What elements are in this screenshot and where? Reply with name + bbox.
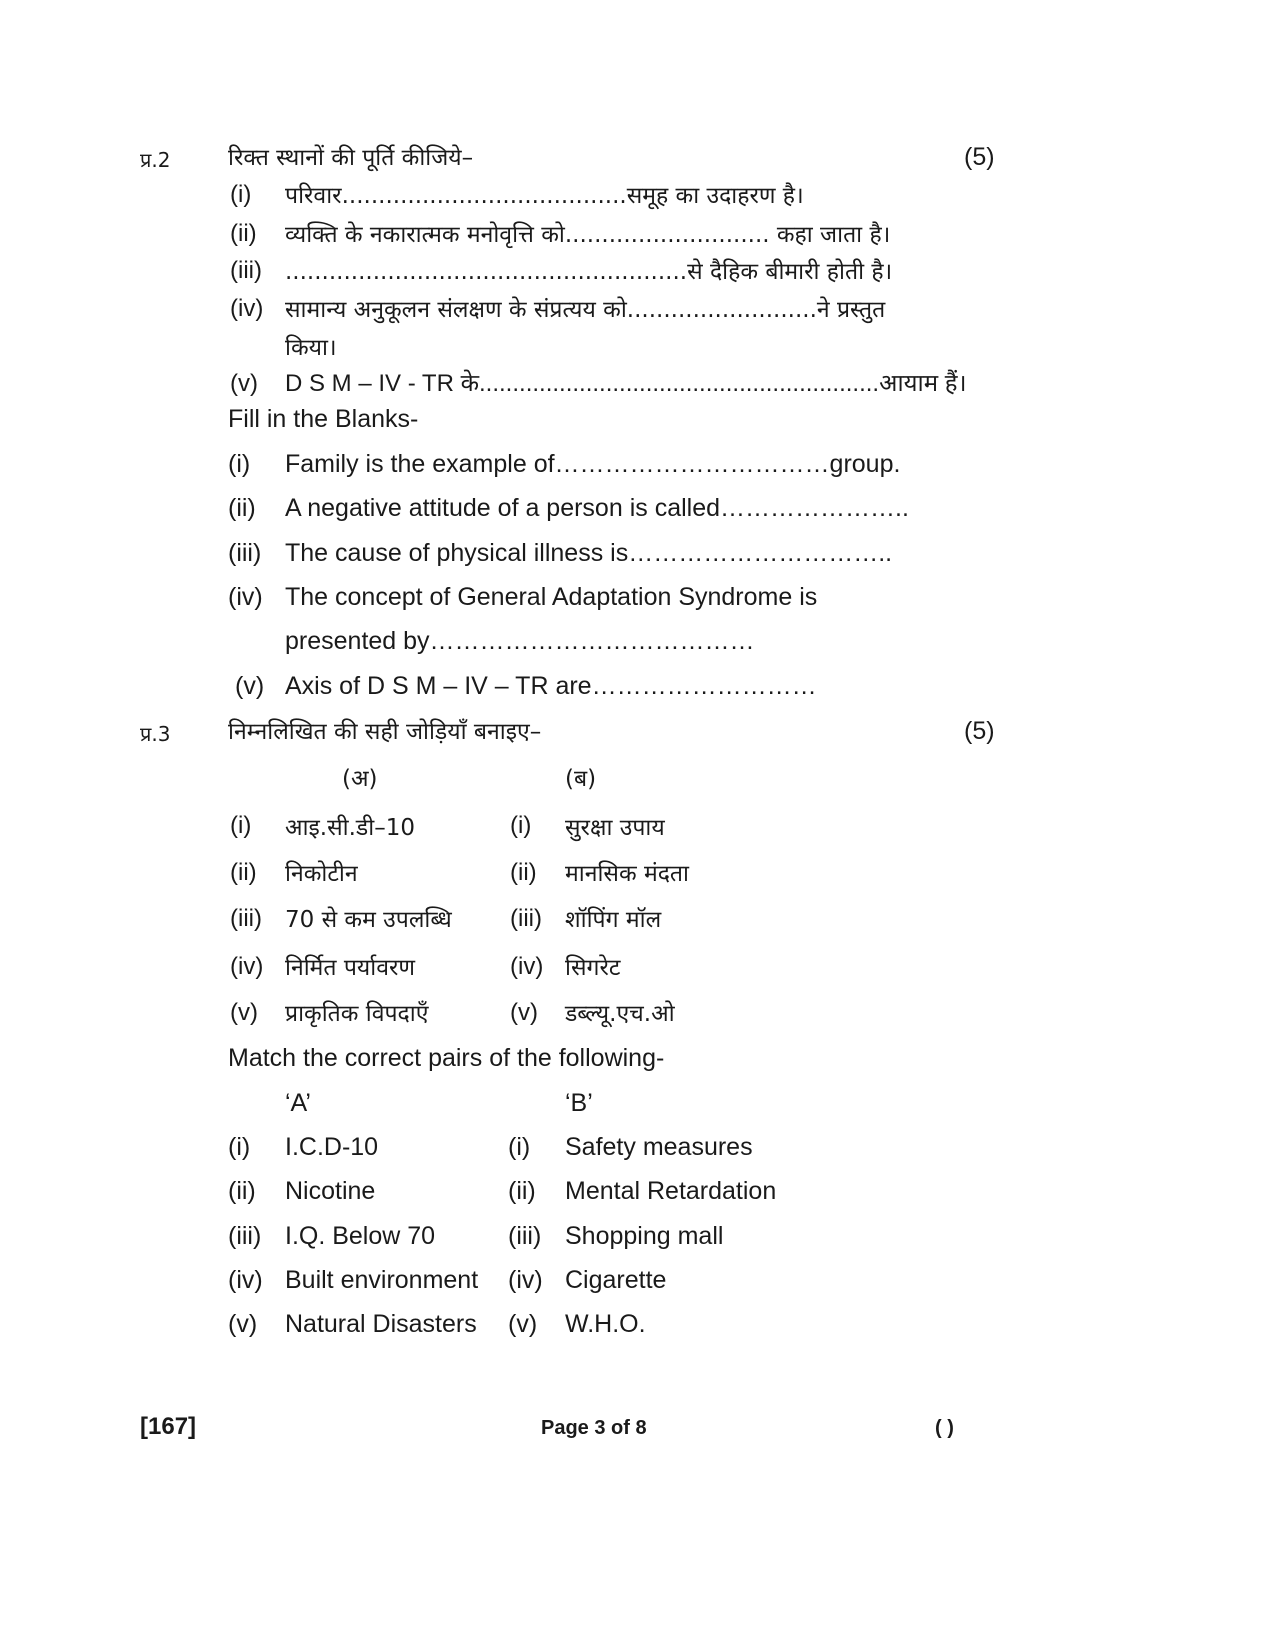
pair-b-text: सिगरेट bbox=[565, 955, 621, 981]
q3-title-english: Match the correct pairs of the following- bbox=[228, 1044, 665, 1072]
q2-hi-item-text: व्यक्ति के नकारात्मक मनोवृत्ति को............................ कहा जाता है। bbox=[285, 222, 891, 248]
q2-hi-item-text: सामान्य अनुकूलन संलक्षण के संप्रत्यय को..........................ने प्रस्तुत bbox=[285, 297, 886, 323]
q3-column-a-english: ‘A’ bbox=[285, 1089, 311, 1117]
pair-a-text: Natural Disasters bbox=[285, 1310, 477, 1338]
q3-column-b-hindi: (ब) bbox=[565, 766, 597, 792]
pair-a-number: (v) bbox=[228, 1310, 258, 1338]
pair-b-number: (ii) bbox=[508, 1177, 536, 1205]
pair-b-number: (ii) bbox=[510, 859, 537, 886]
paper-code: [167] bbox=[140, 1413, 197, 1440]
pair-a-text: प्राकृतिक विपदाएँ bbox=[285, 1001, 429, 1027]
q3-title-hindi: निम्नलिखित की सही जोड़ियाँ बनाइए– bbox=[228, 719, 542, 745]
pair-a-text: निर्मित पर्यावरण bbox=[285, 955, 416, 981]
pair-a-number: (iv) bbox=[230, 953, 264, 980]
q2-title-english: Fill in the Blanks- bbox=[228, 405, 419, 433]
q2-en-item-text: The concept of General Adaptation Syndrome is bbox=[285, 583, 818, 611]
pair-b-number: (i) bbox=[510, 812, 532, 839]
q2-hi-item-number: (iv) bbox=[230, 295, 264, 322]
pair-b-number: (v) bbox=[510, 999, 538, 1026]
pair-b-number: (iv) bbox=[508, 1266, 543, 1294]
q2-en-item-number: (ii) bbox=[228, 494, 256, 522]
q3-column-a-hindi: (अ) bbox=[342, 766, 378, 792]
pair-a-number: (v) bbox=[230, 999, 258, 1026]
pair-b-text: W.H.O. bbox=[565, 1310, 646, 1338]
pair-a-number: (ii) bbox=[230, 859, 257, 886]
page-number: Page 3 of 8 bbox=[541, 1417, 647, 1439]
pair-b-text: Safety measures bbox=[565, 1133, 753, 1161]
pair-b-text: डब्ल्यू.एच.ओ bbox=[565, 1001, 675, 1027]
pair-b-number: (iii) bbox=[508, 1222, 542, 1250]
q2-en-item-text: The cause of physical illness is………………………….. bbox=[285, 539, 893, 567]
q2-title-hindi: रिक्त स्थानों की पूर्ति कीजिये– bbox=[228, 145, 474, 171]
pair-a-number: (ii) bbox=[228, 1177, 256, 1205]
q2-en-item-number: (iv) bbox=[228, 583, 263, 611]
q2-en-item-number: (i) bbox=[228, 450, 251, 478]
pair-b-number: (v) bbox=[508, 1310, 538, 1338]
pair-b-text: शॉपिंग मॉल bbox=[565, 907, 662, 933]
pair-a-number: (iv) bbox=[228, 1266, 263, 1294]
q3-marks: (5) bbox=[964, 717, 995, 745]
pair-a-text: Nicotine bbox=[285, 1177, 376, 1205]
pair-a-text: आइ.सी.डी–10 bbox=[285, 815, 415, 841]
q2-en-item-text: A negative attitude of a person is called………………….. bbox=[285, 494, 909, 522]
pair-b-number: (iv) bbox=[510, 953, 544, 980]
pair-a-text: Built environment bbox=[285, 1266, 479, 1294]
pair-b-text: Mental Retardation bbox=[565, 1177, 777, 1205]
q3-number: प्र.3 bbox=[140, 722, 171, 746]
pair-b-text: सुरक्षा उपाय bbox=[565, 815, 665, 841]
pair-a-number: (i) bbox=[228, 1133, 251, 1161]
q2-hi-item-number: (iii) bbox=[230, 257, 262, 284]
q2-number: प्र.2 bbox=[140, 148, 171, 172]
pair-a-number: (iii) bbox=[230, 905, 262, 932]
pair-a-number: (i) bbox=[230, 812, 252, 839]
pair-a-text: 70 से कम उपलब्धि bbox=[285, 907, 452, 933]
pair-a-text: I.C.D-10 bbox=[285, 1133, 379, 1161]
q2-en-item-continuation: presented by………………………………… bbox=[285, 627, 755, 655]
q2-en-item-text: Axis of D S M – IV – TR are……………………… bbox=[285, 672, 817, 700]
pair-a-text: निकोटीन bbox=[285, 861, 358, 887]
pair-a-text: I.Q. Below 70 bbox=[285, 1222, 436, 1250]
q2-en-item-number: (v) bbox=[235, 672, 265, 700]
q2-hi-item-text: परिवार.......................................समूह का उदाहरण है। bbox=[285, 183, 804, 209]
q2-marks: (5) bbox=[964, 143, 995, 171]
pair-b-number: (iii) bbox=[510, 905, 542, 932]
q2-hi-item-continuation: किया। bbox=[285, 335, 337, 361]
q2-hi-item-number: (ii) bbox=[230, 220, 257, 247]
pair-b-text: मानसिक मंदता bbox=[565, 861, 689, 887]
pair-a-number: (iii) bbox=[228, 1222, 262, 1250]
pair-b-number: (i) bbox=[508, 1133, 531, 1161]
q2-en-item-number: (iii) bbox=[228, 539, 262, 567]
q3-column-b-english: ‘B’ bbox=[565, 1089, 593, 1117]
q2-hi-item-number: (v) bbox=[230, 370, 258, 397]
q2-hi-item-text: D S M – IV - TR के............................................................आयाम हैं। bbox=[285, 370, 967, 397]
pair-b-text: Cigarette bbox=[565, 1266, 667, 1294]
q2-hi-item-text: .......................................................से दैहिक बीमारी होती है। bbox=[285, 259, 893, 285]
q2-en-item-text: Family is the example of……………………………group. bbox=[285, 450, 901, 478]
q2-hi-item-number: (i) bbox=[230, 181, 252, 208]
pair-b-text: Shopping mall bbox=[565, 1222, 724, 1250]
footer-parentheses: ( ) bbox=[935, 1417, 954, 1439]
